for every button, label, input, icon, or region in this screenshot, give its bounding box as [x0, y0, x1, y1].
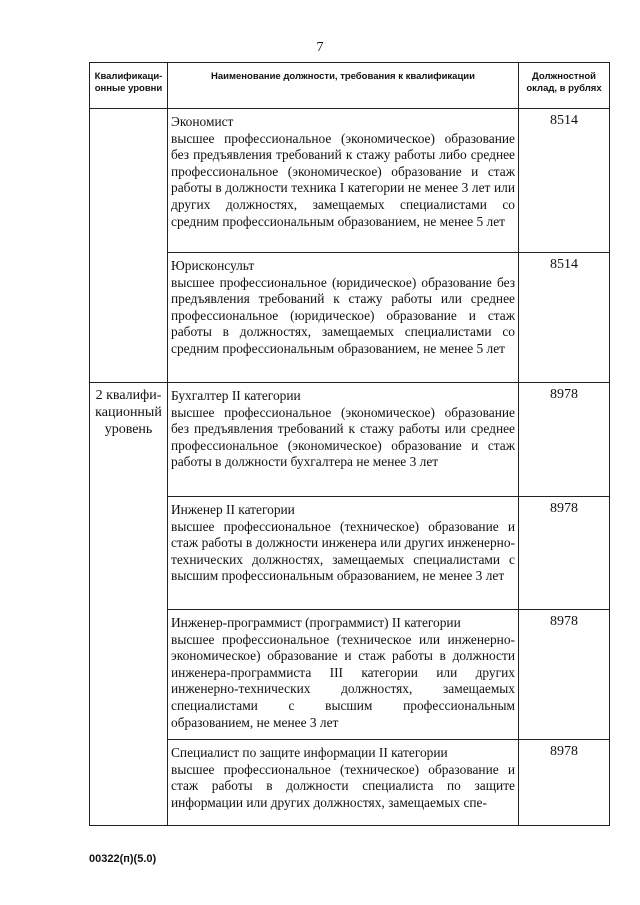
salary-cell: 8514: [519, 109, 610, 253]
position-title: Экономист: [171, 114, 234, 129]
table-header-row: [90, 63, 610, 109]
document-code: 00322(п)(5.0): [89, 853, 157, 865]
position-cell: [168, 497, 519, 610]
position-cell: [168, 253, 519, 383]
position-requirements: высшее профессиональное (техническое) образование и стаж работы в должности инженера или других инженерно-технических должностях, замещаемых специалистами с высшим профессиональным образованием, не менее 3 лет: [171, 518, 515, 584]
position-requirements: высшее профессиональное (юридическое) образование без предъявления требований к стажу работы или среднее профессиональное (юридическое) образование и стаж работы в должностях, замещаемых специалистами со средним профессиональным образованием, не менее 5 лет: [171, 274, 515, 356]
salary-cell: 8978: [519, 497, 610, 610]
page-number: 7: [316, 40, 324, 55]
salary-cell: 8978: [519, 383, 610, 497]
header-qualification-levels: Квалификаци-онные уровни: [90, 63, 168, 109]
position-requirements: высшее профессиональное (экономическое) образование без предъявления требований к стажу работы либо среднее профессиональное (экономическое) образование и стаж работы в должности техника I категории не менее 3 лет или других должностях, замещаемых специалистами со средним профессиональным образованием, не менее 5 лет: [171, 130, 515, 229]
table-row: [90, 610, 610, 740]
table-row: [90, 383, 610, 497]
salary-cell: 8978: [519, 610, 610, 740]
position-title: Инженер-программист (программист) II категории: [171, 615, 461, 630]
header-salary: Должностной оклад, в рублях: [519, 63, 610, 109]
qualification-table: [89, 62, 610, 826]
table-row: [90, 253, 610, 383]
position-title: Юрисконсульт: [171, 258, 255, 273]
salary-cell: 8514: [519, 253, 610, 383]
table-row: [90, 740, 610, 826]
position-cell: [168, 610, 519, 740]
table-row: [90, 497, 610, 610]
level-cell: 2 квалифи-кационный уровень: [90, 383, 168, 826]
position-title: Инженер II категории: [171, 502, 295, 517]
level-cell: [90, 109, 168, 383]
position-title: Бухгалтер II категории: [171, 388, 301, 403]
salary-cell: 8978: [519, 740, 610, 826]
position-requirements: высшее профессиональное (экономическое) образование без предъявления требований к стажу работы или среднее профессиональное (экономическое) образование и стаж работы в должности бухгалтера не менее 3 лет: [171, 404, 515, 470]
position-cell: [168, 383, 519, 497]
position-requirements: высшее профессиональное (техническое) образование и стаж работы в должности специалиста по защите информации или других должностях, замещаемых спе-: [171, 761, 515, 810]
position-cell: [168, 740, 519, 826]
header-position-requirements: Наименование должности, требования к квалификации: [168, 63, 519, 109]
position-requirements: высшее профессиональное (техническое или инженерно-экономическое) образование и стаж работы в должности инженера-программиста III категории или других инженерно-технических должностях, замещаемых специалистами с высшим профессиональным образованием, не менее 3 лет: [171, 631, 515, 730]
position-cell: [168, 109, 519, 253]
position-title: Специалист по защите информации II категории: [171, 745, 448, 760]
table-row: [90, 109, 610, 253]
